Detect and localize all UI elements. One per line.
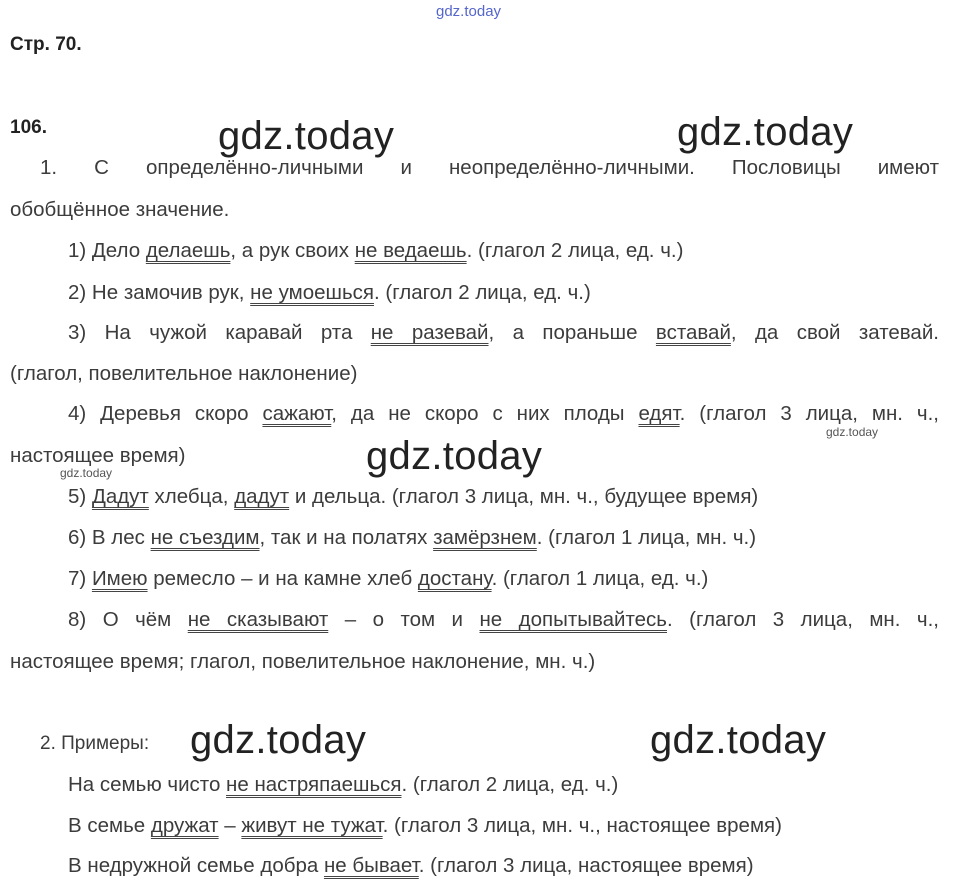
proverb-3: 3) На чужой каравай рта не разевай, а пораньше вставай, да свой затевай.: [68, 321, 939, 344]
predicate: не сказывают: [187, 608, 329, 631]
predicate: не съездим: [150, 526, 260, 549]
watermark: gdz.today: [650, 718, 827, 762]
part1-intro: 1. С определённо-личными и неопределённо-личными. Пословицы имеют: [40, 156, 939, 179]
proverb-8: 8) О чём не сказывают – о том и не допытывайтесь. (глагол 3 лица, мн. ч.,: [68, 608, 939, 631]
predicate: дружат: [150, 814, 219, 837]
exercise-number: 106.: [10, 117, 47, 138]
predicate: Имею: [91, 567, 148, 590]
part2-label: 2. Примеры:: [40, 733, 150, 754]
proverb-8-cont: настоящее время; глагол, повелительное наклонение, мн. ч.): [10, 650, 596, 673]
predicate: живут не тужат: [241, 814, 383, 837]
part1-intro-cont: обобщённое значение.: [10, 198, 230, 221]
proverb-4-cont: настоящее время): [10, 444, 186, 467]
proverb-4: 4) Деревья скоро сажают, да не скоро с них плоды едят. (глагол 3 лица, мн. ч.,: [68, 402, 939, 425]
watermark: gdz.today: [190, 718, 367, 762]
proverb-5: 5) Дадут хлебца, дадут и дельца. (глагол 3 лица, мн. ч., будущее время): [68, 485, 759, 508]
watermark: gdz.today: [218, 114, 395, 158]
proverb-2: 2) Не замочив рук, не умоешься. (глагол 2 лица, ед. ч.): [68, 281, 591, 304]
predicate: замёрзнем: [433, 526, 537, 549]
predicate: достану: [417, 567, 492, 590]
predicate: едят: [638, 402, 680, 425]
proverb-1: 1) Дело делаешь, а рук своих не ведаешь. (глагол 2 лица, ед. ч.): [68, 239, 684, 262]
predicate: не разевай: [370, 321, 489, 344]
predicate: не умоешься: [250, 281, 374, 304]
watermark-small: gdz.today: [826, 425, 879, 439]
example-3: В недружной семье добра не бывает. (глагол 3 лица, настоящее время): [68, 854, 754, 877]
predicate: вставай: [655, 321, 731, 344]
watermark-small: gdz.today: [60, 466, 113, 480]
predicate: не настряпаешься: [226, 773, 402, 796]
proverb-3-cont: (глагол, повелительное наклонение): [10, 362, 358, 385]
watermark: gdz.today: [677, 110, 854, 154]
predicate: делаешь: [145, 239, 231, 262]
predicate: дадут: [234, 485, 290, 508]
predicate: не ведаешь: [354, 239, 467, 262]
watermark: gdz.today: [366, 434, 543, 478]
predicate: не бывает: [323, 854, 419, 877]
watermark-top: gdz.today: [436, 3, 502, 20]
proverb-7: 7) Имею ремесло – и на камне хлеб достану. (глагол 1 лица, ед. ч.): [68, 567, 709, 590]
page-label: Стр. 70.: [10, 34, 82, 55]
proverb-6: 6) В лес не съездим, так и на полатях замёрзнем. (глагол 1 лица, мн. ч.): [68, 526, 757, 549]
predicate: сажают: [262, 402, 332, 425]
predicate: Дадут: [91, 485, 149, 508]
example-2: В семье дружат – живут не тужат. (глагол 3 лица, мн. ч., настоящее время): [68, 814, 782, 837]
example-1: На семью чисто не настряпаешься. (глагол 2 лица, ед. ч.): [68, 773, 619, 796]
predicate: не допытывайтесь: [479, 608, 667, 631]
